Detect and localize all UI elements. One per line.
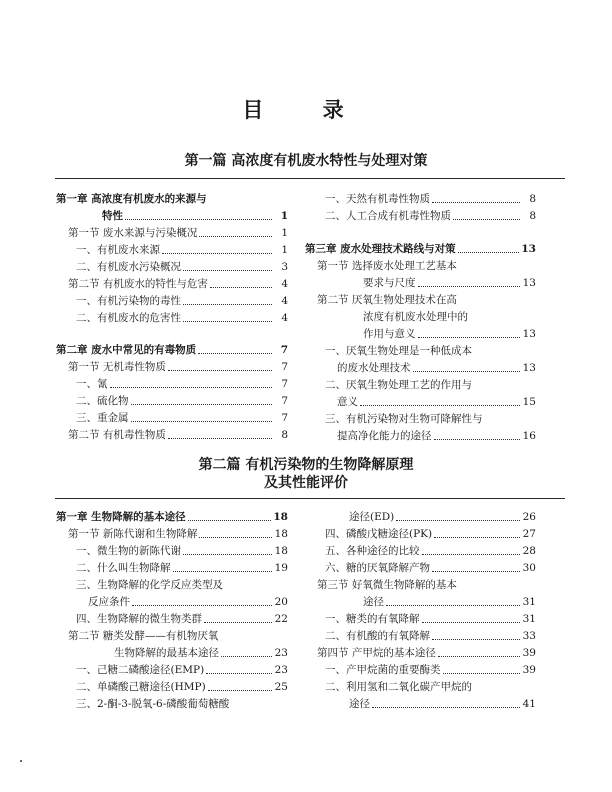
toc-page-number: 13 [522, 277, 536, 289]
toc-entry [363, 310, 536, 324]
dot-leader [458, 252, 520, 253]
toc-page-number: 4 [281, 312, 288, 324]
dot-leader [221, 656, 272, 657]
toc-page-number: 13 [522, 328, 536, 340]
toc-entry-label: 第二节 糖类发酵——有机物厌氧 [68, 630, 219, 642]
dot-leader [208, 690, 272, 691]
toc-page-number: 18 [274, 545, 288, 557]
toc-entry-label: 三、重金属 [76, 412, 129, 424]
toc-entry-label: 一、有机污染物的毒性 [76, 295, 181, 307]
toc-page-number: 1 [281, 227, 288, 239]
toc-entry [325, 209, 536, 223]
toc-entry [317, 259, 536, 273]
toc-entry-label: 二、有机废水的危害性 [76, 312, 181, 324]
toc-page-number: 1 [280, 210, 288, 222]
toc-entry [76, 578, 288, 592]
toc-page-number: 22 [274, 613, 288, 625]
dot-leader [188, 520, 272, 521]
toc-entry [325, 344, 536, 358]
toc-entry-label: 第二节 厌氧生物处理技术在高 [317, 294, 457, 306]
dot-leader [131, 421, 273, 422]
toc-entry [76, 311, 288, 325]
toc-page-number: 16 [522, 430, 536, 442]
toc-page-number: 8 [529, 193, 536, 205]
part-divider [55, 178, 565, 179]
toc-entry [76, 243, 288, 257]
dot-leader [168, 438, 272, 439]
dot-leader [360, 405, 520, 406]
toc-entry [56, 192, 288, 206]
dot-leader [432, 639, 520, 640]
toc-page-number: 7 [281, 412, 288, 424]
toc-entry [88, 595, 288, 609]
toc-page-number: 20 [274, 596, 288, 608]
toc-entry-label: 一、己糖二磷酸途径(EMP) [76, 664, 205, 676]
dot-leader [413, 371, 521, 372]
toc-entry-label: 意义 [337, 396, 358, 408]
toc-entry-label: 一、糖类的有氧降解 [325, 613, 420, 625]
toc-page-number: 31 [522, 596, 536, 608]
toc-entry [56, 343, 288, 357]
toc-entry-label: 二、硫化物 [76, 395, 129, 407]
toc-entry [325, 629, 536, 643]
dot-leader [183, 270, 272, 271]
toc-page-number: 33 [522, 630, 536, 642]
toc-page-number: 8 [529, 210, 536, 222]
toc-entry [68, 428, 288, 442]
toc-entry-label: 第二章 废水中常见的有毒物质 [56, 344, 197, 356]
toc-entry-label: 六、糖的厌氧降解产物 [325, 562, 430, 574]
toc-entry [305, 242, 536, 256]
toc-entry-label: 要求与尺度 [363, 277, 416, 289]
toc-entry [325, 527, 536, 541]
toc-page-number: 31 [522, 613, 536, 625]
toc-page-number: 1 [281, 244, 288, 256]
toc-entry [68, 527, 288, 541]
toc-entry-label: 第二节 有机毒性物质 [68, 429, 166, 441]
toc-page-number: 25 [274, 681, 288, 693]
toc-entry [325, 412, 536, 426]
toc-entry-label: 三、生物降解的化学反应类型及 [76, 579, 223, 591]
toc-page-number: 39 [522, 647, 536, 659]
dot-leader [418, 286, 521, 287]
toc-entry [349, 510, 536, 524]
toc-entry [76, 680, 288, 694]
dot-leader [422, 554, 521, 555]
part-heading-2: 第二篇 有机污染物的生物降解原理 [198, 457, 414, 473]
part-heading-2-cont: 及其性能评价 [264, 475, 348, 491]
toc-entry-label: 特性 [102, 210, 123, 222]
toc-entry [76, 697, 288, 711]
toc-entry-label: 第一节 选择废水处理工艺基本 [317, 260, 457, 272]
toc-page-number: 13 [521, 243, 536, 255]
dot-leader [198, 353, 272, 354]
toc-entry-label: 提高净化能力的途径 [337, 430, 432, 442]
toc-entry-label: 四、生物降解的微生物类群 [76, 613, 202, 625]
dot-leader [183, 554, 272, 555]
toc-entry [325, 378, 536, 392]
toc-entry [68, 226, 288, 240]
toc-page-number: 41 [522, 698, 536, 710]
toc-entry-label: 二、有机酸的有氧降解 [325, 630, 430, 642]
toc-entry [68, 277, 288, 291]
toc-entry-label: 途径 [363, 596, 384, 608]
toc-page-number: 7 [280, 344, 288, 356]
dot-leader [372, 707, 520, 708]
toc-entry [325, 544, 536, 558]
dot-leader [432, 571, 520, 572]
toc-entry-label: 作用与意义 [363, 328, 416, 340]
toc-entry-label: 五、各种途径的比较 [325, 545, 420, 557]
toc-entry [325, 663, 536, 677]
margin-mark [20, 760, 22, 762]
part-divider [55, 498, 565, 499]
toc-entry [76, 612, 288, 626]
toc-page-number: 18 [273, 511, 288, 523]
dot-leader [125, 219, 272, 220]
toc-entry [337, 361, 536, 375]
dot-leader [206, 673, 272, 674]
toc-entry-label: 第一节 废水来源与污染概况 [68, 227, 198, 239]
toc-entry [337, 429, 536, 443]
toc-entry [325, 192, 536, 206]
toc-entry-label: 一、厌氧生物处理是一种低成本 [325, 345, 472, 357]
dot-leader [438, 656, 520, 657]
dot-leader [173, 571, 273, 572]
dot-leader [162, 253, 272, 254]
dot-leader [443, 673, 521, 674]
toc-entry [363, 595, 536, 609]
toc-entry [76, 377, 288, 391]
toc-entry [363, 327, 536, 341]
toc-entry-label: 的废水处理技术 [337, 362, 411, 374]
toc-entry-label: 反应条件 [88, 596, 130, 608]
toc-entry-label: 二、利用氢和二氧化碳产甲烷的 [325, 681, 472, 693]
toc-entry-label: 浓度有机废水处理中的 [363, 311, 468, 323]
toc-entry [76, 394, 288, 408]
toc-entry-label: 第一节 无机毒性物质 [68, 361, 166, 373]
toc-entry-label: 第一章 高浓度有机废水的来源与 [56, 193, 207, 205]
toc-page-number: 28 [522, 545, 536, 557]
toc-page-number: 23 [274, 664, 288, 676]
dot-leader [168, 370, 272, 371]
toc-entry [114, 646, 288, 660]
dot-leader [110, 387, 273, 388]
toc-entry-label: 一、天然有机毒性物质 [325, 193, 430, 205]
toc-entry [76, 561, 288, 575]
toc-entry [363, 276, 536, 290]
dot-leader [199, 537, 272, 538]
toc-page-number: 3 [281, 261, 288, 273]
toc-page-number: 18 [274, 528, 288, 540]
toc-page-number: 7 [281, 378, 288, 390]
dot-leader [386, 605, 520, 606]
toc-page-number: 19 [274, 562, 288, 574]
dot-leader [434, 439, 521, 440]
toc-entry-label: 第三章 废水处理技术路线与对策 [305, 243, 456, 255]
toc-page-number: 30 [522, 562, 536, 574]
dot-leader [183, 304, 272, 305]
toc-page-number: 26 [522, 511, 536, 523]
toc-entry [337, 395, 536, 409]
toc-page-number: 7 [281, 395, 288, 407]
dot-leader [131, 404, 273, 405]
dot-leader [434, 537, 520, 538]
toc-page-number: 13 [522, 362, 536, 374]
toc-entry [325, 612, 536, 626]
toc-entry-label: 一、微生物的新陈代谢 [76, 545, 181, 557]
toc-entry [317, 646, 536, 660]
toc-entry [76, 260, 288, 274]
dot-leader [199, 236, 272, 237]
toc-page-number: 27 [522, 528, 536, 540]
toc-page-number: 39 [522, 664, 536, 676]
toc-entry-label: 二、什么叫生物降解 [76, 562, 171, 574]
dot-leader [183, 321, 272, 322]
dot-leader [418, 337, 521, 338]
toc-entry [102, 209, 288, 223]
toc-page-number: 7 [281, 361, 288, 373]
part-heading-1: 第一篇 高浓度有机废水特性与处理对策 [184, 153, 428, 169]
toc-entry-label: 一、有机废水来源 [76, 244, 160, 256]
toc-entry [325, 561, 536, 575]
toc-entry [317, 578, 536, 592]
toc-page-number: 23 [274, 647, 288, 659]
toc-entry [349, 697, 536, 711]
toc-page-number: 4 [281, 295, 288, 307]
toc-entry-label: 一、氰 [76, 378, 108, 390]
toc-entry-label: 二、人工合成有机毒性物质 [325, 210, 451, 222]
toc-entry [56, 510, 288, 524]
toc-entry [68, 629, 288, 643]
dot-leader [204, 622, 272, 623]
toc-entry-label: 四、磷酸戊糖途径(PK) [325, 528, 433, 540]
toc-entry [325, 680, 536, 694]
toc-entry-label: 第一章 生物降解的基本途径 [56, 511, 186, 523]
toc-entry-label: 一、产甲烷菌的重要酶类 [325, 664, 441, 676]
dot-leader [453, 219, 520, 220]
toc-entry [76, 544, 288, 558]
dot-leader [396, 520, 520, 521]
toc-page-number: 8 [281, 429, 288, 441]
toc-entry-label: 三、有机污染物对生物可降解性与 [325, 413, 483, 425]
toc-entry [76, 663, 288, 677]
toc-entry-label: 生物降解的最基本途径 [114, 647, 219, 659]
toc-entry [317, 293, 536, 307]
dot-leader [210, 287, 272, 288]
toc-entry-label: 第二节 有机废水的特性与危害 [68, 278, 208, 290]
toc-entry-label: 二、有机废水污染概况 [76, 261, 181, 273]
toc-entry [76, 411, 288, 425]
toc-page-number: 4 [281, 278, 288, 290]
toc-entry [68, 360, 288, 374]
toc-entry-label: 第三节 好氧微生物降解的基本 [317, 579, 457, 591]
toc-entry-label: 途径 [349, 698, 370, 710]
toc-entry [76, 294, 288, 308]
toc-entry-label: 途径(ED) [349, 511, 395, 523]
dot-leader [432, 202, 520, 203]
toc-entry-label: 二、厌氧生物处理工艺的作用与 [325, 379, 472, 391]
toc-entry-label: 二、单磷酸己糖途径(HMP) [76, 681, 206, 693]
dot-leader [132, 605, 272, 606]
page-title: 目 录 [242, 98, 370, 122]
toc-entry-label: 第四节 产甲烷的基本途径 [317, 647, 436, 659]
toc-page-number: 15 [522, 396, 536, 408]
dot-leader [422, 622, 521, 623]
toc-entry-label: 第一节 新陈代谢和生物降解 [68, 528, 198, 540]
toc-entry-label: 三、2-酮-3-脱氧-6-磷酸葡萄糖酸 [76, 698, 230, 710]
